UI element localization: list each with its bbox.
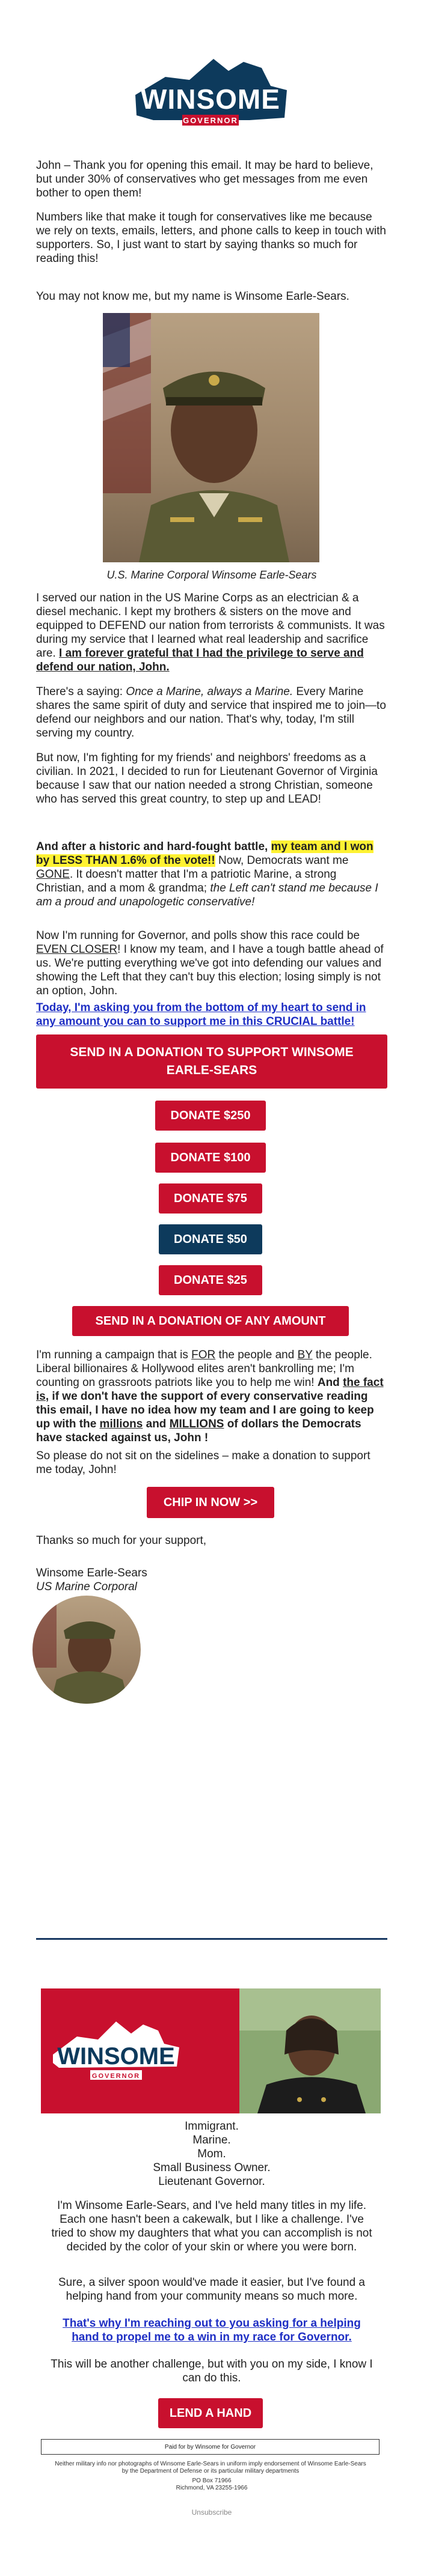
campaign-paragraph: I'm running a campaign that is FOR the people and BY the people. Liberal billionaires & Hollywood elites aren't bankrolling me; I'm counting on grassroots patriots like you to help me win! And the fact is, if we don't have the support of every conservative reading this email, I have no idea how my team and I are going to keep up with the millions and MILLIONS of dollars the Democrats have stacked against us, John ! — [36, 1349, 384, 1444]
logo-word: WINSOME — [141, 84, 280, 115]
donate-75-button[interactable]: DONATE $75 — [159, 1183, 262, 1214]
footer-banner — [41, 1988, 381, 2113]
logo-sub: GOVERNOR — [183, 116, 238, 125]
footer-paragraph-1: I'm Winsome Earle-Sears, and I've held many titles in my life. Each one hasn't been a cakewalk, but I like a challenge. I've tried to show my daughters that what you can accomplish is not decided by the color of your skin or where you were born. — [51, 2199, 372, 2253]
donate-50-button[interactable]: DONATE $50 — [159, 1224, 262, 1254]
donate-100-button[interactable]: DONATE $100 — [155, 1143, 266, 1173]
footer-separator — [36, 1938, 387, 1940]
banner-logo-sub: GOVERNOR — [91, 2073, 141, 2080]
lend-a-hand-button[interactable]: LEND A HAND — [158, 2398, 263, 2428]
signature-title: US Marine Corporal — [36, 1581, 137, 1593]
address-line-1: PO Box 71966 — [192, 2477, 232, 2484]
disclaimer-text: Neither military info nor photographs of Winsome Earle-Sears in uniform imply endorsement of Winsome Earle-Sears by the Department of Defense or its particular military departments — [55, 2461, 366, 2474]
donate-any-amount-button[interactable]: SEND IN A DONATION OF ANY AMOUNT — [72, 1306, 349, 1336]
paid-for-box — [41, 2439, 380, 2455]
intro-paragraph-3: You may not know me, but my name is Winsome Earle-Sears. — [36, 290, 349, 303]
intro-paragraph-2: Numbers like that make it tough for conservatives like me because we rely on texts, emails, letters, and phone calls to keep in touch with supporters. So, I just want to start by saying thanks so much for reading this! — [36, 211, 386, 265]
winsome-governor-logo — [129, 53, 292, 137]
intro-paragraph-1: John – Thank you for opening this email. It may be hard to believe, but under 30% of conservatives who get messages from me even bother to open them! — [36, 159, 373, 199]
grateful-statement: I am forever grateful that I had the privilege to serve and defend our nation, John. — [36, 647, 364, 673]
thanks-line: Thanks so much for your support, — [36, 1534, 207, 1547]
donate-250-button[interactable]: DONATE $250 — [155, 1101, 266, 1131]
role-immigrant: Immigrant. — [185, 2120, 239, 2133]
footer-paragraph-3: This will be another challenge, but with you on my side, I know I can do this. — [51, 2358, 373, 2384]
role-lieutenant-governor: Lieutenant Governor. — [158, 2175, 265, 2188]
signature-name: Winsome Earle-Sears — [36, 1567, 147, 1579]
chip-in-button[interactable]: CHIP IN NOW >> — [147, 1487, 274, 1518]
story-paragraph-3: But now, I'm fighting for my friends' and neighbors' freedoms as a civilian. In 2021, I decided to run for Lieutenant Governor of Virginia because I saw that our nation needed a strong Christian, someone who has served this great country, to step up and LEAD! — [36, 752, 378, 806]
address-line-2: Richmond, VA 23255-1966 — [176, 2485, 248, 2491]
story-paragraph-5: Now I'm running for Governor, and polls show this race could be EVEN CLOSER! I know my team, and I have a tough battle ahead of us. We're putting everything we've got into defending our values and showing the Left that they can't buy this election; losing simply is not an option, John. — [36, 929, 384, 997]
story-paragraph-1: I served our nation in the US Marine Corps as an electrician & a diesel mechanic. I kept my brothers & sisters on the move and equipped to DEFEND our nation from terrorists & communists. It was during my service that I learned what real leadership and sacrifice are. I am forever grateful that I had the privilege to serve and defend our nation, John. — [36, 592, 385, 673]
paid-for-text: Paid for by Winsome for Governor — [164, 2443, 256, 2450]
signature-avatar — [32, 1596, 141, 1704]
donate-ask-link[interactable]: Today, I'm asking you from the bottom of my heart to send in any amount you can to support me in this CRUCIAL battle! — [36, 1001, 366, 1028]
story-paragraph-2: There's a saying: Once a Marine, always a Marine. Every Marine shares the same spirit of duty and service that inspired me to join—to defend our neighbors and our nation. That's why, today, I'm still serving my country. — [36, 685, 386, 740]
footer-paragraph-2: Sure, a silver spoon would've made it easier, but I've found a helping hand from your community means so much more. — [58, 2276, 365, 2303]
win-margin-highlight: my team and I won by LESS THAN 1.6% of the vote!! — [36, 840, 373, 867]
banner-logo-word: WINSOME — [57, 2043, 175, 2070]
campaign-plea: So please do not sit on the sidelines – make a donation to support me today, John! — [36, 1450, 370, 1476]
unsubscribe-link[interactable]: Unsubscribe — [191, 2508, 232, 2517]
role-business-owner: Small Business Owner. — [153, 2161, 271, 2174]
footer-ask-link[interactable]: That's why I'm reaching out to you asking for a helping hand to propel me to a win in my race for Governor. — [63, 2317, 361, 2344]
portrait-caption: U.S. Marine Corporal Winsome Earle-Sears — [106, 569, 317, 581]
story-paragraph-4: And after a historic and hard-fought battle, my team and I won by LESS THAN 1.6% of the vote!! Now, Democrats want me GONE. It doesn't matter that I'm a patriotic Marine, a strong Christian, and a mom & grandma; the Left can't stand me because I am a proud and unapologetic conservative! — [36, 840, 378, 908]
footer-roles — [36, 2119, 387, 2189]
donate-25-button[interactable]: DONATE $25 — [159, 1265, 262, 1295]
portrait-photo — [103, 313, 319, 562]
role-marine: Marine. — [192, 2134, 231, 2146]
role-mom: Mom. — [197, 2148, 226, 2160]
donate-main-button[interactable]: SEND IN A DONATION TO SUPPORT WINSOME EARLE-SEARS — [36, 1034, 387, 1089]
